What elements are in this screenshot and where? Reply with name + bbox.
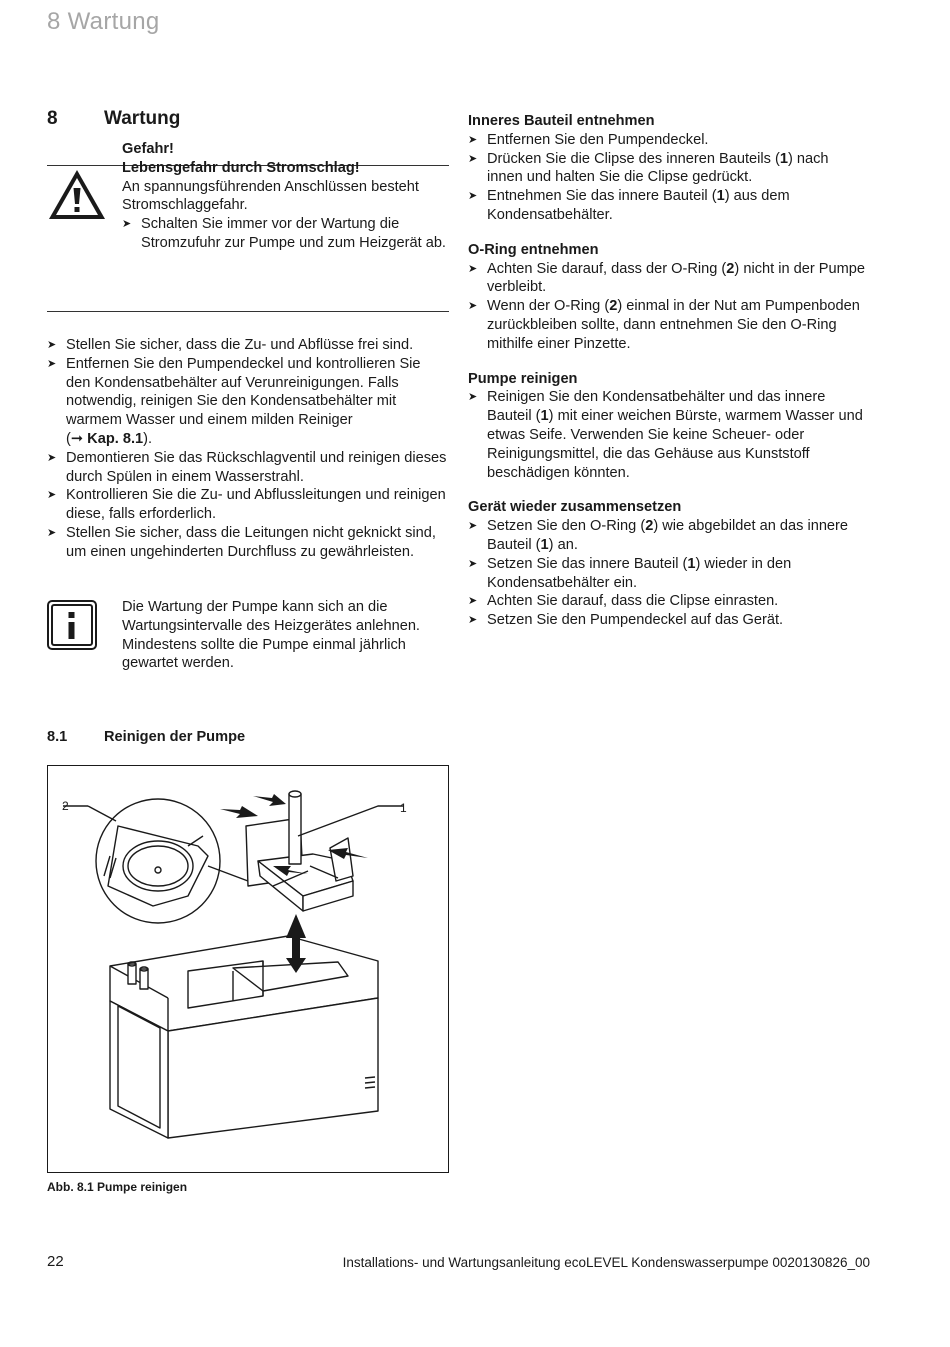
info-icon [47,600,97,655]
chapter-number: 8 [47,108,58,129]
list-item: ➤ Stellen Sie sicher, dass die Zu- und Abflüsse frei sind. [47,337,414,353]
warning-box [122,140,452,253]
arrowhead-icon: ➤ [47,526,57,539]
o-ring-detail-drawing [96,799,248,923]
arrowhead-icon: ➤ [468,557,478,570]
list-item: ➤ Drücken Sie die Clipse des inneren Bauteils (1) nach innen und halten Sie die Clipse gedrückt. [468,150,829,186]
arrowhead-icon: ➤ [468,300,478,313]
list-item: ➤ Setzen Sie den Pumpendeckel auf das Gerät. [468,612,784,629]
arrowhead-icon: ➤ [468,133,478,146]
arrowhead-icon: ➤ [468,262,478,275]
arrowhead-icon: ➤ [468,391,478,404]
cross-reference[interactable]: Kap. 8.1 [87,430,144,447]
arrowhead-icon: ➤ [47,451,57,464]
warning-text: An spannungsführenden Anschlüssen besteht Stromschlaggefahr. [122,178,419,214]
warning-step: ➤ Schalten Sie immer vor der Wartung die Stromzufuhr zur Pumpe und zum Heizgerät ab. [122,216,446,251]
arrowhead-icon: ➤ [47,357,57,370]
list-item: ➤ Reinigen Sie den Kondensatbehälter und das innere Bauteil (1) mit einer weichen Bürste, warmem Wasser und etwas Seife. Verwenden Sie keine Scheuer- oder Reinigungsmittel, die das Gehäuse aus Kunststoff beschädigen könnten. [468,389,863,481]
left-step-list [47,336,447,562]
list-item: ➤ Demontieren Sie das Rückschlagventil und reinigen dieses durch Spülen in einem Wasserstrahl. [47,449,447,485]
figure-label-2: 2 [62,799,69,813]
arrowhead-icon: ➤ [468,152,478,165]
list-item: ➤ Achten Sie darauf, dass die Clipse einrasten. [468,593,779,610]
reference-arrow-icon: ➞ [70,430,84,447]
section-inner-part [468,112,868,225]
condensate-tank-drawing [110,936,378,1138]
footer-doc-title: Installations- und Wartungsanleitung ecoLEVEL Kondenswasserpumpe 0020130826_00 [342,1255,870,1270]
chapter-title: Wartung [104,108,181,129]
list-item: ➤ Entfernen Sie den Pumpendeckel. [468,131,709,148]
list-item: ➤ Stellen Sie sicher, dass die Leitungen nicht geknickt sind, um einen ungehinderten Durchfluss zu gewährleisten. [47,524,436,560]
figure-label-1: 1 [400,801,407,815]
arrowhead-icon: ➤ [47,489,57,502]
info-text: Die Wartung der Pumpe kann sich an die Wartungsintervalle des Heizgerätes anlehnen. Mindestens sollte die Pumpe einmal jährlich gewartet werden. [122,599,420,672]
warning-bottom-rule [47,311,449,312]
section-reassemble [468,498,868,630]
figure-pump-cleaning [47,765,449,1173]
list-item: ➤ Achten Sie darauf, dass der O-Ring (2) nicht in der Pumpe verbleibt. [468,260,866,296]
figure-caption: Abb. 8.1 Pumpe reinigen [47,1180,188,1194]
page-number: 22 [47,1253,64,1270]
section-number: 8.1 [47,729,68,745]
warning-label: Gefahr! [122,141,174,157]
subheading-inner-part: Inneres Bauteil entnehmen [468,113,655,129]
warning-title: Lebensgefahr durch Stromschlag! [122,159,360,176]
subheading-oring: O-Ring entnehmen [468,241,599,258]
section-clean [468,370,868,483]
list-item: ➤ Setzen Sie den O-Ring (2) wie abgebildet an das innere Bauteil (1) an. [468,518,849,553]
arrowhead-icon: ➤ [468,614,478,627]
arrowhead-icon: ➤ [122,218,132,231]
list-item: ➤ Entfernen Sie den Pumpendeckel und kontrollieren Sie den Kondensatbehälter auf Verunreinigungen. Falls notwendig, reinigen Sie den Kondensatbehälter mit warmem Wasser und einem milden Reiniger (➞ Kap. 8.1). [47,355,421,447]
warning-triangle-icon [47,168,107,227]
subheading-reassemble: Gerät wieder zusammensetzen [468,499,682,516]
list-item: ➤ Entnehmen Sie das innere Bauteil (1) aus dem Kondensatbehälter. [468,188,790,223]
arrowhead-icon: ➤ [47,339,57,351]
list-item: ➤ Kontrollieren Sie die Zu- und Abflussleitungen und reinigen diese, falls erforderlich. [47,487,446,523]
section-oring [468,241,868,354]
running-header: 8 Wartung [47,8,160,35]
arrowhead-icon: ➤ [468,190,478,203]
section-title: Reinigen der Pumpe [104,729,246,745]
list-item: ➤ Setzen Sie das innere Bauteil (1) wieder in den Kondensatbehälter ein. [468,555,792,591]
list-item: ➤ Wenn der O-Ring (2) einmal in der Nut am Pumpenboden zurückbleiben sollte, dann entnehmen Sie den O-Ring mithilfe einer Pinzette. [468,298,860,352]
arrowhead-icon: ➤ [468,520,478,533]
right-column [468,112,868,646]
arrowhead-icon: ➤ [468,595,478,608]
subheading-clean: Pumpe reinigen [468,370,578,387]
